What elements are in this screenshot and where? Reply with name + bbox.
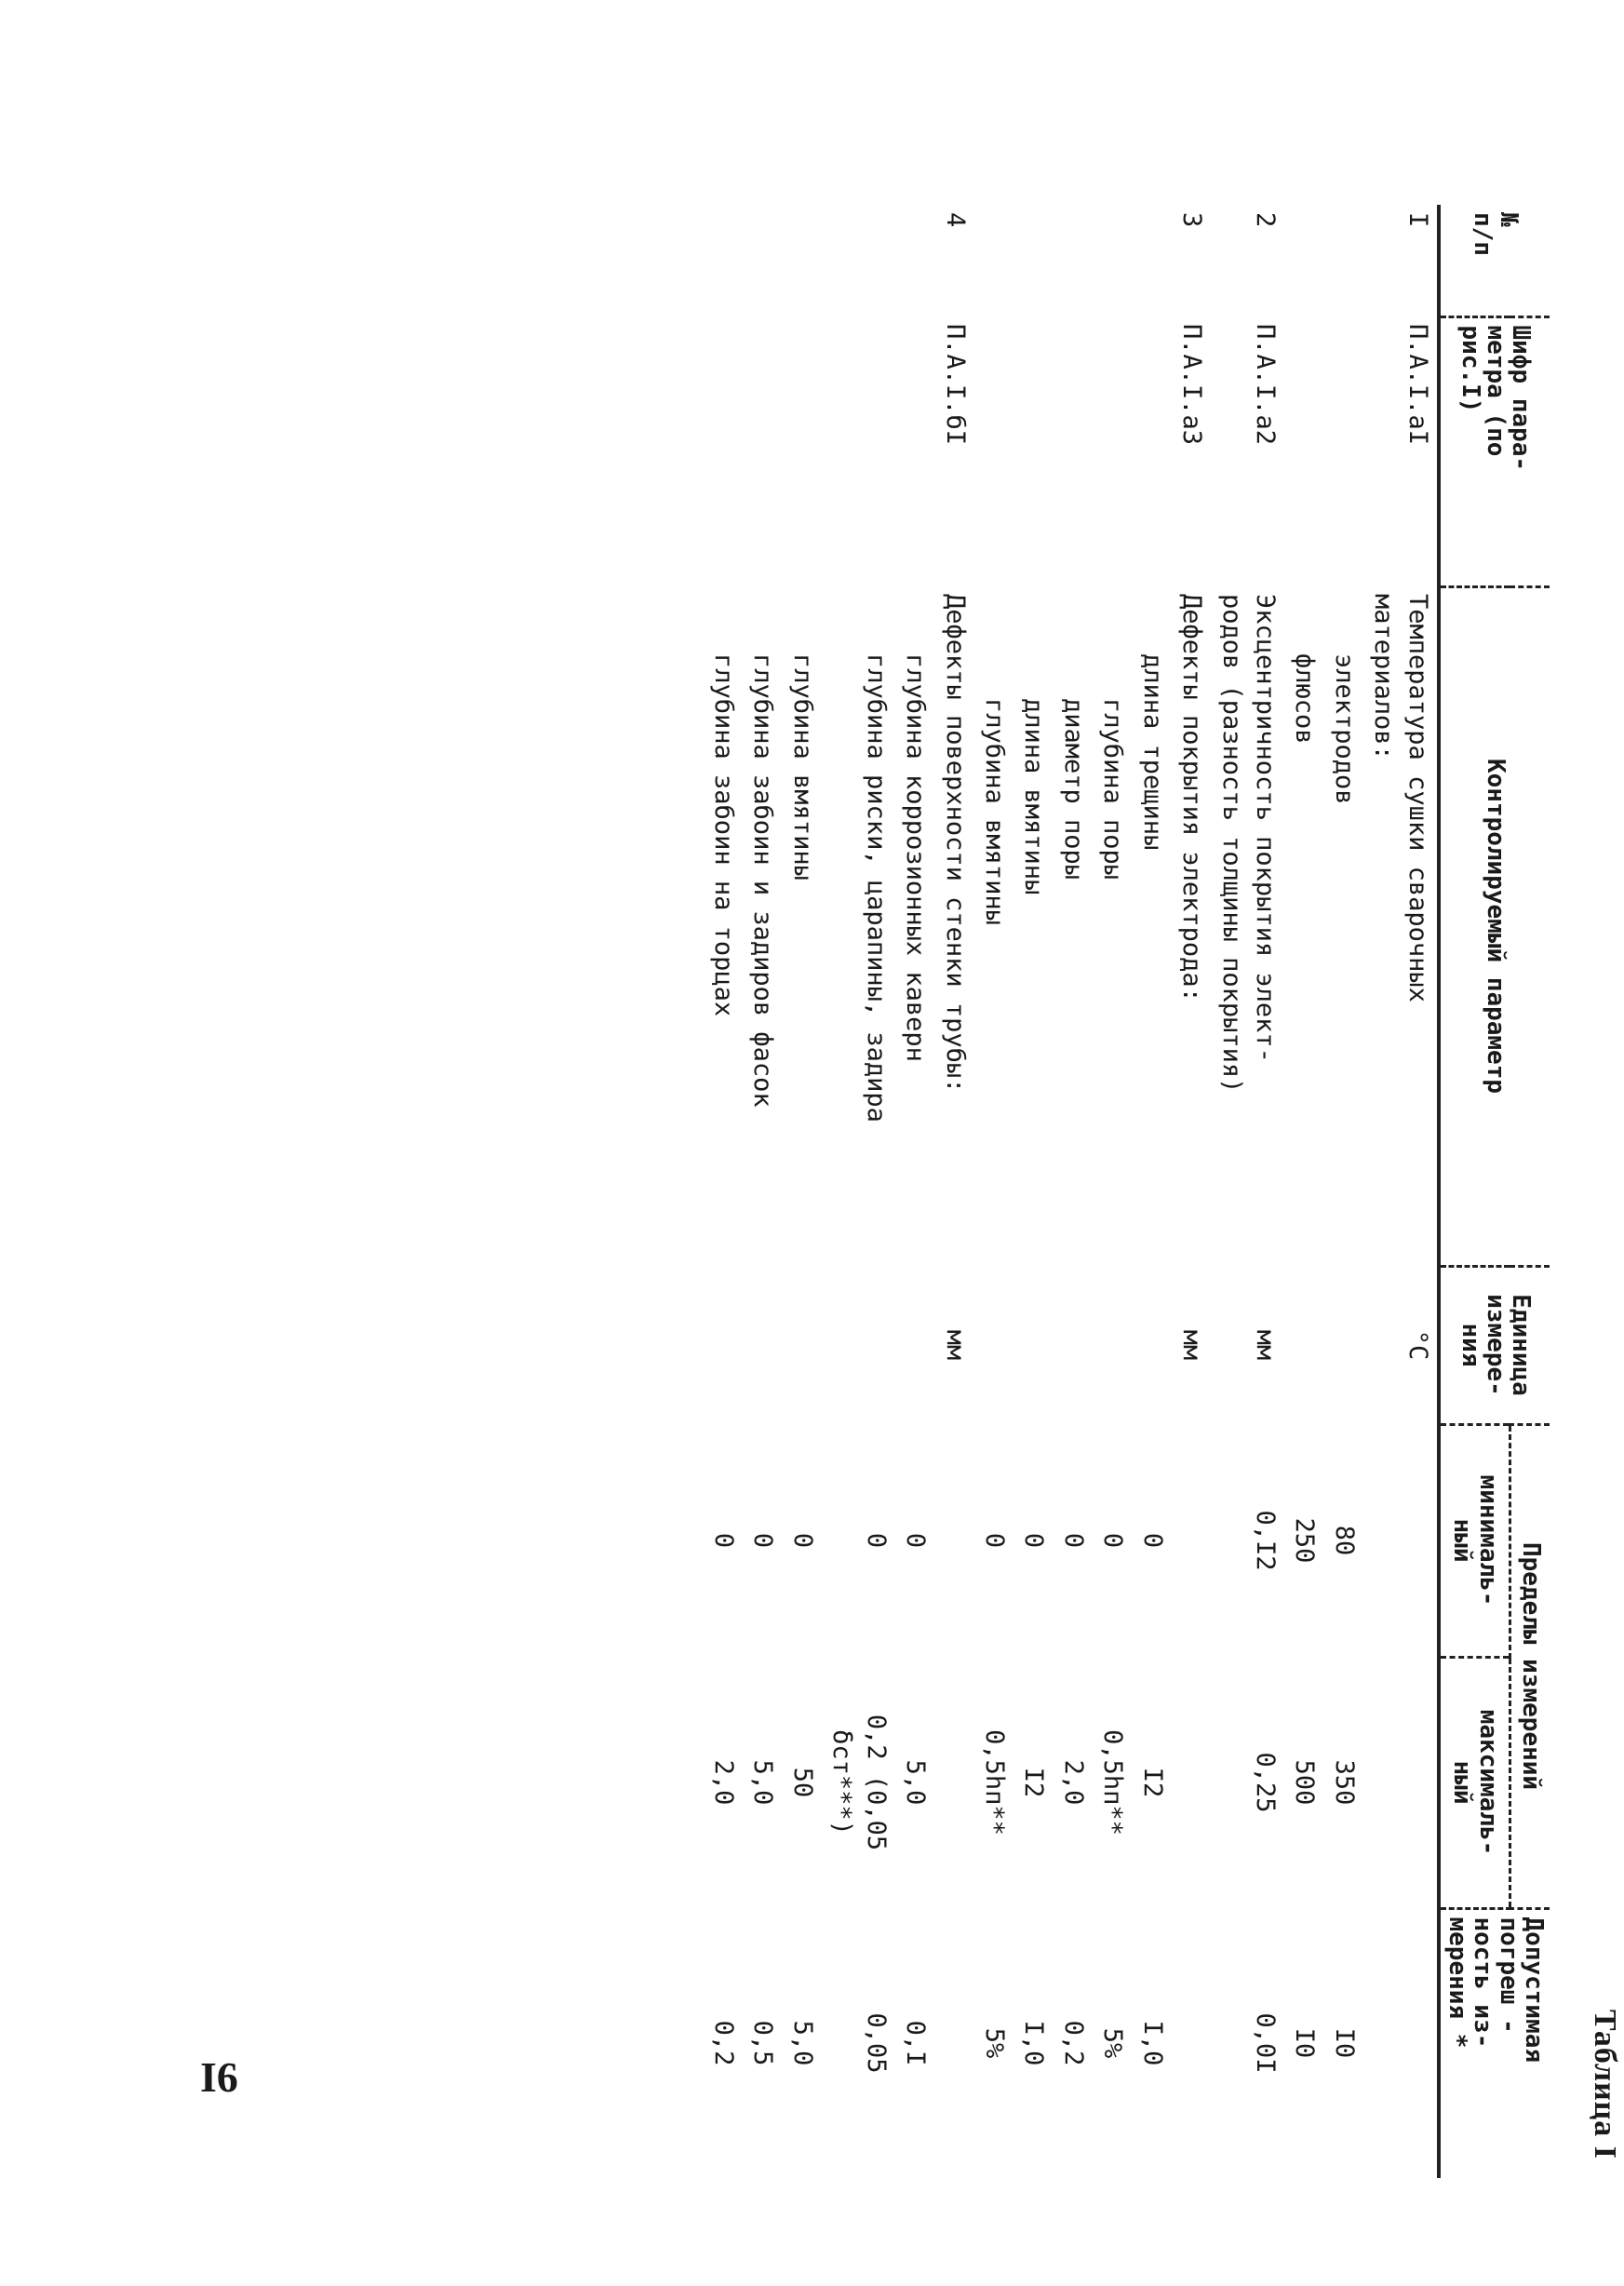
row-num — [1093, 205, 1132, 316]
row-min — [934, 1424, 973, 1657]
row-max: I2 — [1137, 1767, 1167, 1798]
row-unit — [1013, 1266, 1053, 1424]
header-min: минималь- ный — [1439, 1424, 1510, 1657]
row-unit — [974, 1266, 1013, 1424]
row-unit — [1093, 1266, 1132, 1424]
row-max — [934, 1657, 973, 1908]
row-max: 350 — [1329, 1759, 1359, 1806]
row-error: 0,I — [901, 2020, 931, 2066]
row-code — [782, 316, 821, 586]
row-error — [1363, 1908, 1439, 2178]
row-error — [934, 1908, 973, 2178]
row-min: 0 — [748, 1532, 778, 1549]
row-param: глубина коррозионных каверн — [901, 653, 931, 1062]
row-param: глубина забоин и задиров фасок — [748, 653, 778, 1108]
row-max: 0,2 (0,05 δст***) — [827, 1714, 891, 1851]
row-unit — [822, 1266, 895, 1424]
page-number: I6 — [200, 2053, 238, 2101]
row-error: 0,5 — [748, 2020, 778, 2066]
table-row — [1093, 205, 1132, 2178]
row-param: Температура сушки сварочных материалов: — [1369, 594, 1432, 1002]
row-code — [1132, 316, 1171, 586]
row-unit: мм — [940, 1329, 970, 1361]
row-unit — [1053, 1266, 1092, 1424]
table-row — [822, 205, 895, 2178]
header-num: № п/п — [1469, 212, 1523, 256]
row-max — [1172, 1657, 1211, 1908]
row-num — [782, 205, 821, 316]
row-num — [1132, 205, 1171, 316]
row-error: I,0 — [1019, 2020, 1049, 2066]
row-max: 5,0 — [748, 1759, 778, 1806]
row-num — [1284, 205, 1323, 316]
row-param: Дефекты поверхности стенки трубы: — [940, 594, 970, 1094]
row-num — [743, 205, 782, 316]
header-error: Допустимая погреш - ность из- мерения * — [1439, 1908, 1550, 2178]
header-param: Контролируемый параметр — [1439, 586, 1550, 1266]
row-code: П.А.I.aI — [1403, 324, 1432, 446]
row-unit — [1132, 1266, 1171, 1424]
row-min: 80 — [1329, 1525, 1359, 1556]
row-unit: мм — [1251, 1329, 1281, 1361]
header-unit: Единица измере- ния — [1439, 1266, 1550, 1424]
row-error: 0,0I — [1251, 2012, 1281, 2074]
row-num: 4 — [940, 212, 970, 228]
row-code — [895, 316, 934, 586]
row-error: 0,2 — [708, 2020, 738, 2066]
row-error: I,0 — [1137, 2020, 1167, 2066]
row-num — [895, 205, 934, 316]
row-error: 0,2 — [1058, 2020, 1088, 2066]
table-row — [782, 205, 821, 2178]
row-param: Эксцентричность покрытия элект- родов (разность толщины покрытия) — [1216, 594, 1281, 1094]
table-row — [1053, 205, 1092, 2178]
row-num — [974, 205, 1013, 316]
row-param: глубина поры — [1098, 698, 1128, 881]
row-unit — [782, 1266, 821, 1424]
row-max: 2,0 — [1058, 1759, 1088, 1806]
row-unit — [895, 1266, 934, 1424]
row-code — [1284, 316, 1323, 586]
row-min: 0 — [1019, 1532, 1049, 1549]
row-num: I — [1403, 212, 1432, 228]
table-row — [1211, 205, 1284, 2178]
row-max: 50 — [787, 1767, 817, 1798]
row-param: диаметр поры — [1058, 698, 1088, 881]
row-min: 0 — [980, 1532, 1009, 1549]
row-code: П.А.I.a2 — [1251, 324, 1281, 446]
row-param: глубина забоин на торцах — [708, 653, 738, 1017]
table-row — [1324, 205, 1363, 2178]
row-unit: °C — [1403, 1329, 1432, 1361]
row-max: I2 — [1019, 1767, 1049, 1798]
row-min: 0 — [1058, 1532, 1088, 1549]
row-code — [1324, 316, 1363, 586]
row-code — [1053, 316, 1092, 586]
row-code: П.А.I.a3 — [1177, 324, 1207, 446]
table-row — [1363, 205, 1439, 2178]
table-row — [743, 205, 782, 2178]
table-row — [1132, 205, 1171, 2178]
row-error: I0 — [1290, 2027, 1320, 2059]
rotated-table-page — [349, 205, 1624, 2215]
row-max: 2,0 — [708, 1759, 738, 1806]
spec-table — [704, 205, 1550, 2178]
row-error — [1172, 1908, 1211, 2178]
row-min: 0 — [708, 1532, 738, 1549]
row-code: П.А.I.бI — [940, 324, 970, 446]
row-param: Дефекты покрытия электрода: — [1177, 594, 1207, 1002]
row-num — [1013, 205, 1053, 316]
table-row — [704, 205, 743, 2178]
table-body — [704, 205, 1439, 2178]
row-code — [974, 316, 1013, 586]
table-row — [974, 205, 1013, 2178]
row-max: 5,0 — [901, 1759, 931, 1806]
row-unit — [1284, 1266, 1323, 1424]
table-row — [934, 205, 973, 2178]
header-limits: Пределы измерений — [1510, 1424, 1550, 1908]
row-num: 2 — [1251, 212, 1281, 228]
table-row — [895, 205, 934, 2178]
row-error: 5,0 — [787, 2020, 817, 2066]
header-max: максималь- ный — [1439, 1657, 1510, 1908]
row-unit — [704, 1266, 743, 1424]
row-min — [1363, 1424, 1439, 1657]
row-min: 0 — [1137, 1532, 1167, 1549]
row-param: глубина вмятины — [980, 698, 1009, 925]
row-code — [1013, 316, 1053, 586]
row-param: длина трещины — [1137, 653, 1167, 851]
row-unit — [743, 1266, 782, 1424]
row-num — [704, 205, 743, 316]
row-max: 0,5hп** — [980, 1729, 1009, 1836]
row-min: 0 — [861, 1532, 891, 1549]
row-num — [822, 205, 895, 316]
header-code: Шифр пара- метра (по рис.I) — [1439, 316, 1550, 586]
row-num — [1053, 205, 1092, 316]
row-max: 0,5hп** — [1098, 1729, 1128, 1836]
row-max: 500 — [1290, 1759, 1320, 1806]
row-unit — [1324, 1266, 1363, 1424]
table-row — [1172, 205, 1211, 2178]
row-error: 0,05 — [861, 2012, 891, 2074]
row-min: 0 — [787, 1532, 817, 1549]
row-num — [1324, 205, 1363, 316]
row-num: 3 — [1177, 212, 1207, 228]
row-min: 0 — [1098, 1532, 1128, 1549]
row-error: 5% — [980, 2027, 1009, 2059]
row-unit: мм — [1177, 1329, 1207, 1361]
row-error: 5% — [1098, 2027, 1128, 2059]
row-max: 0,25 — [1251, 1752, 1281, 1813]
row-min: 0,I2 — [1251, 1510, 1281, 1571]
row-param: длина вмятины — [1019, 698, 1049, 895]
row-max — [1363, 1657, 1439, 1908]
row-min — [1172, 1424, 1211, 1657]
table-header — [1439, 205, 1550, 2178]
row-code — [704, 316, 743, 586]
row-param: глубина риски, царапины, задира — [861, 653, 891, 1123]
row-code — [743, 316, 782, 586]
table-row — [1284, 205, 1323, 2178]
row-param: флюсов — [1290, 653, 1320, 745]
row-code — [1093, 316, 1132, 586]
row-code — [822, 316, 895, 586]
table-caption: Таблица I — [1588, 2010, 1622, 2159]
row-param: глубина вмятины — [787, 653, 817, 881]
row-min: 250 — [1290, 1517, 1320, 1564]
row-min: 0 — [901, 1532, 931, 1549]
row-error: I0 — [1329, 2027, 1359, 2059]
table-row — [1013, 205, 1053, 2178]
row-param: электродов — [1329, 653, 1359, 805]
